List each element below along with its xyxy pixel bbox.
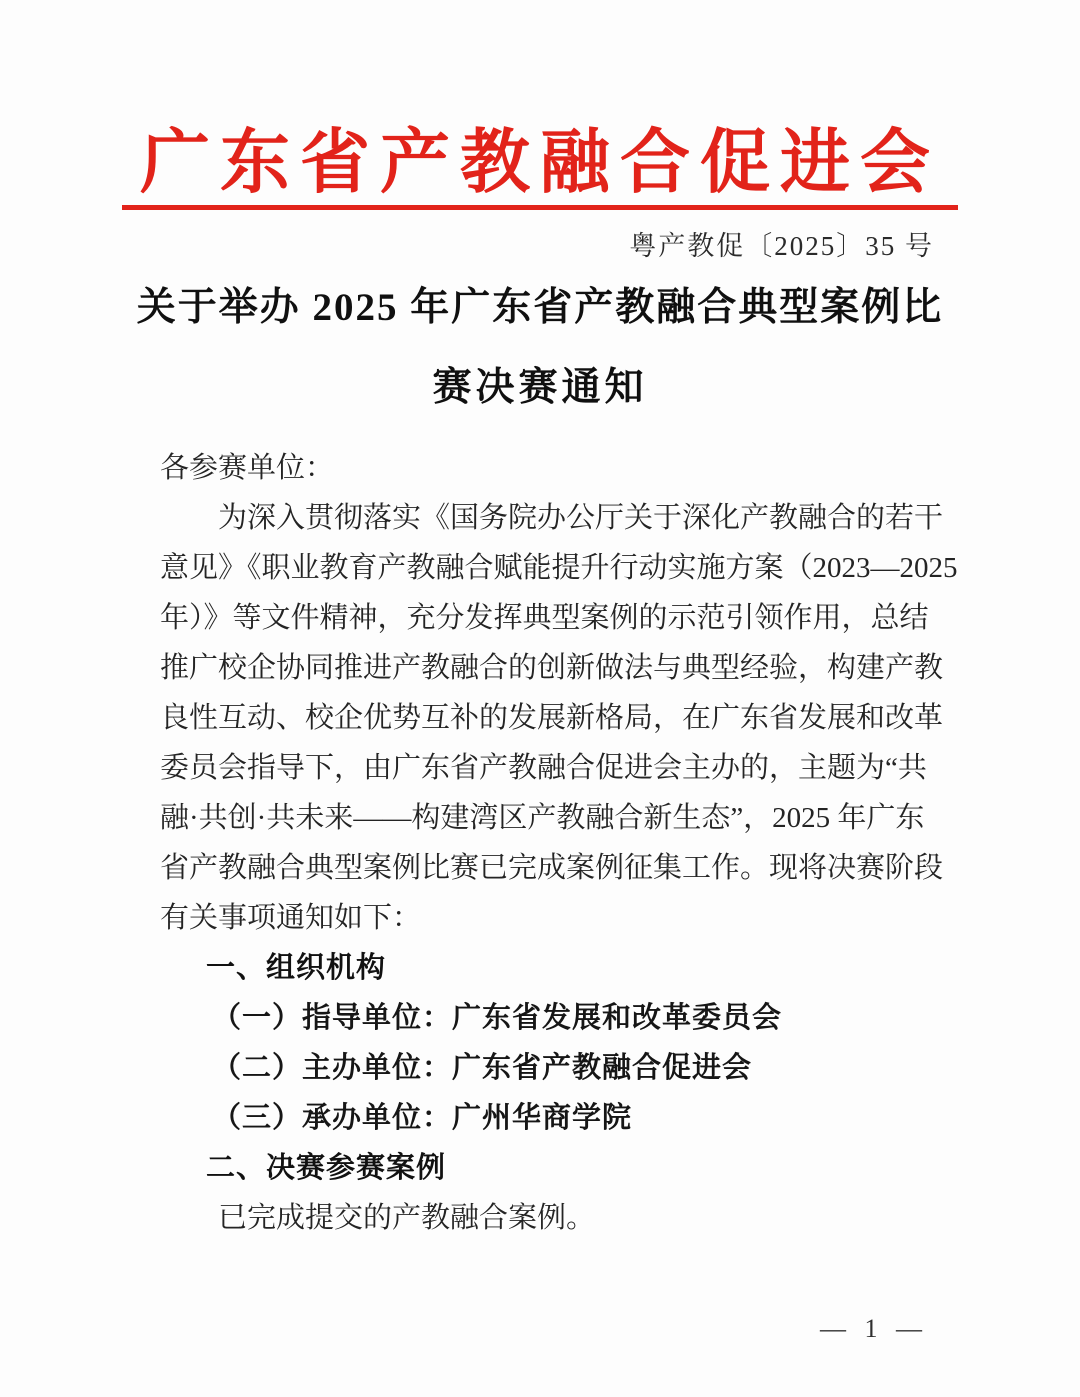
- section-2-heading: 二、决赛参赛案例: [206, 1152, 447, 1184]
- paragraph-line: 年）》等文件精神，充分发挥典型案例的示范引领作用，总结: [160, 602, 929, 634]
- document-number: 粤产教促〔2025〕35 号: [629, 231, 934, 261]
- paragraph-line: 省产教融合典型案例比赛已完成案例征集工作。现将决赛阶段: [160, 852, 944, 884]
- section-1-item-organizer-unit: （三）承办单位：广州华商学院: [212, 1102, 633, 1134]
- paragraph-line: 为深入贯彻落实《国务院办公厅关于深化产教融合的若干: [218, 502, 944, 534]
- section-2-body-line: 已完成提交的产教融合案例。: [218, 1202, 596, 1234]
- notice-title-line-1: 关于举办 2025 年广东省产教融合典型案例比: [136, 286, 944, 329]
- paragraph-line: 融·共创·共未来——构建湾区产教融合新生态”，2025 年广东: [160, 802, 925, 834]
- paragraph-line: 有关事项通知如下：: [160, 902, 422, 934]
- notice-title-line-2: 赛决赛通知: [432, 366, 648, 409]
- section-1-item-host-unit: （二）主办单位：广东省产教融合促进会: [212, 1052, 753, 1084]
- page-number: — 1 —: [820, 1314, 928, 1343]
- paragraph-line: 良性互动、校企优势互补的发展新格局，在广东省发展和改革: [160, 702, 944, 734]
- section-1-heading: 一、组织机构: [206, 952, 387, 984]
- paragraph-line: 意见》《职业教育产教融合赋能提升行动实施方案（2023—2025: [160, 552, 958, 584]
- notice-title: [0, 268, 1080, 428]
- letterhead-org-name: 广东省产教融合促进会: [140, 125, 940, 202]
- paragraph-line: 委员会指导下，由广东省产教融合促进会主办的，主题为“共: [160, 752, 927, 784]
- notice-body: [160, 443, 958, 1243]
- paragraph-line: 推广校企协同推进产教融合的创新做法与典型经验，构建产教: [160, 652, 944, 684]
- section-1-item-guidance-unit: （一）指导单位：广东省发展和改革委员会: [212, 1002, 783, 1034]
- letterhead-red-divider: [122, 205, 958, 210]
- greeting-line: 各参赛单位：: [160, 452, 335, 484]
